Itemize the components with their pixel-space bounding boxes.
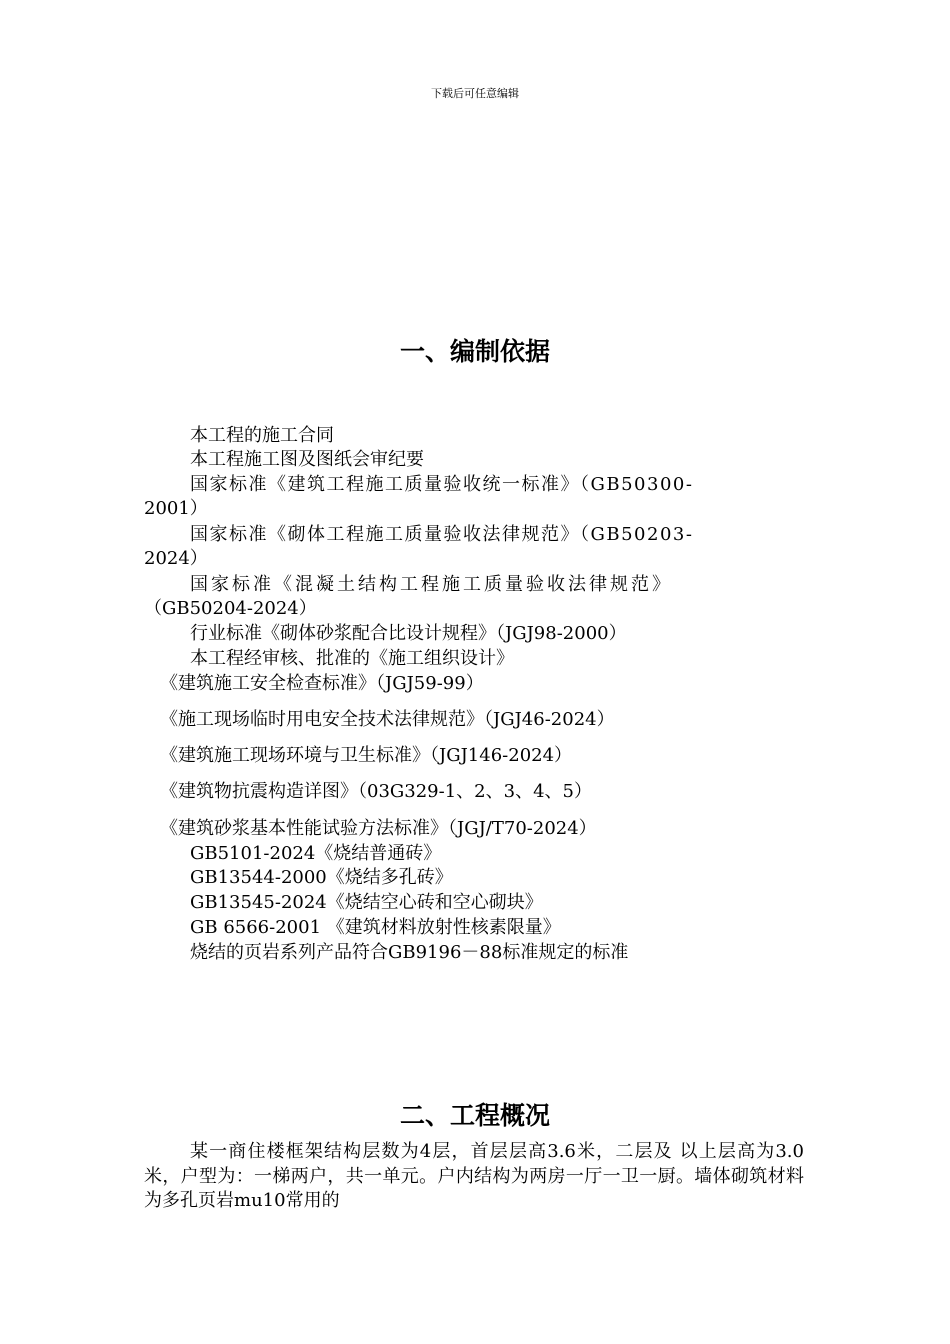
list-item: 《施工现场临时用电安全技术法律规范》（JGJ46-2024） [160,709,615,730]
list-item: GB13545-2024《烧结空心砖和空心砌块》 [190,892,543,913]
section-2-title: 二、工程概况 [399,1101,550,1130]
project-overview-paragraph: 某一商住楼框架结构层数为4层，首层层高3.6米，二层及 以上层高为3.0米，户型为：一梯两户，共一单元。户内结构为两房一厅一卫一厨。墙体砌筑材料为多孔页岩mu10常用的 [144,1141,804,1211]
list-item: GB 6566-2001 《建筑材料放射性核素限量》 [190,917,561,938]
list-item: 本工程的施工合同 [190,425,334,446]
list-item: 《建筑砂浆基本性能试验方法标准》（JGJ/T70-2024） [160,818,597,839]
list-item: 行业标准《砌体砂浆配合比设计规程》（JGJ98-2000） [190,623,627,644]
list-item: 国家标准《砌体工程施工质量验收法律规范》（GB50203- [190,524,694,545]
list-item: 烧结的页岩系列产品符合GB9196－88标准规定的标准 [190,942,629,963]
list-item: GB13544-2000《烧结多孔砖》 [190,867,453,888]
list-item: 《建筑物抗震构造详图》（03G329-1、2、3、4、5） [160,781,592,802]
list-item: 本工程经审核、批准的《施工组织设计》 [190,648,514,669]
list-item: 国家标准《建筑工程施工质量验收统一标准》（GB50300- [190,474,694,495]
list-item: 2001） [144,498,208,519]
list-item: 国家标准《混凝土结构工程施工质量验收法律规范》 [190,574,673,595]
list-item: 《建筑施工现场环境与卫生标准》（JGJ146-2024） [160,745,573,766]
list-item: 《建筑施工安全检查标准》（JGJ59-99） [160,673,484,694]
list-item: 2024） [144,548,208,569]
list-item: （GB50204-2024） [144,598,317,619]
page-header: 下载后可任意编辑 [431,87,519,100]
list-item: 本工程施工图及图纸会审纪要 [190,449,424,470]
list-item: GB5101-2024《烧结普通砖》 [190,843,442,864]
section-1-title: 一、编制依据 [399,337,550,366]
